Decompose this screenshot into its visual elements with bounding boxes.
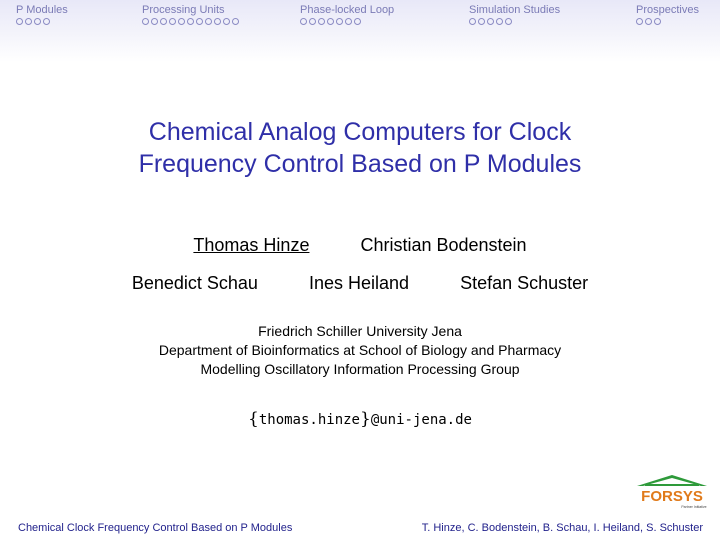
affiliation	[0, 322, 720, 379]
nav-section-prospectives[interactable]	[636, 4, 699, 26]
navigation-bar	[0, 0, 720, 62]
slide-title	[0, 116, 720, 180]
nav-frame-dot[interactable]	[142, 18, 149, 25]
nav-frame-dot[interactable]	[487, 18, 494, 25]
nav-section-label[interactable]: Simulation Studies	[469, 4, 561, 16]
email-close-brace: }	[360, 409, 371, 429]
nav-section-processing-units[interactable]	[142, 4, 241, 26]
footer-title: Chemical Clock Frequency Control Based on P Modules	[18, 522, 293, 534]
author: Stefan Schuster	[460, 273, 589, 293]
nav-frame-dot[interactable]	[300, 18, 307, 25]
logo-subtext: Partner Initiative	[681, 505, 707, 509]
nav-frame-dot[interactable]	[309, 18, 316, 25]
nav-frame-dot[interactable]	[214, 18, 221, 25]
email-address	[0, 409, 720, 429]
nav-frame-dot[interactable]	[478, 18, 485, 25]
nav-frame-dot[interactable]	[636, 18, 643, 25]
nav-frame-dot[interactable]	[160, 18, 167, 25]
footer-authors: T. Hinze, C. Bodenstein, B. Schau, I. Heiland, S. Schuster	[421, 522, 703, 534]
author-presenter: Thomas Hinze	[193, 235, 310, 255]
nav-section-label[interactable]: Prospectives	[636, 4, 699, 16]
nav-frame-dot[interactable]	[223, 18, 230, 25]
slide-title-line-1: Chemical Analog Computers for Clock	[148, 118, 572, 146]
nav-frame-dot[interactable]	[654, 18, 661, 25]
nav-frame-dot[interactable]	[232, 18, 239, 25]
email-user: thomas.hinze	[258, 412, 360, 428]
nav-frame-dot[interactable]	[318, 18, 325, 25]
nav-frame-dot[interactable]	[196, 18, 203, 25]
nav-frame-dot[interactable]	[205, 18, 212, 25]
nav-section-label[interactable]: Phase-locked Loop	[300, 4, 395, 16]
nav-frame-dot[interactable]	[345, 18, 352, 25]
nav-section-p-modules[interactable]	[16, 4, 68, 26]
forsys-logo	[631, 473, 713, 511]
nav-frame-dot[interactable]	[469, 18, 476, 25]
logo-roof-band	[645, 484, 699, 486]
nav-frame-dot[interactable]	[16, 18, 23, 25]
author: Christian Bodenstein	[360, 235, 527, 255]
nav-frame-dot[interactable]	[354, 18, 361, 25]
nav-section-dots[interactable]	[16, 18, 68, 26]
nav-frame-dot[interactable]	[151, 18, 158, 25]
slide-title-line-2: Frequency Control Based on P Modules	[138, 150, 582, 178]
nav-section-dots[interactable]	[142, 18, 241, 26]
nav-section-simulation-studies[interactable]	[469, 4, 560, 26]
authors-row-2	[0, 273, 720, 294]
nav-frame-dot[interactable]	[34, 18, 41, 25]
nav-section-dots[interactable]	[300, 18, 394, 26]
nav-section-phase-locked-loop[interactable]	[300, 4, 394, 26]
nav-frame-dot[interactable]	[25, 18, 32, 25]
nav-frame-dot[interactable]	[645, 18, 652, 25]
nav-section-dots[interactable]	[636, 18, 699, 26]
nav-section-label[interactable]: Processing Units	[142, 4, 225, 16]
author: Benedict Schau	[131, 273, 258, 293]
nav-section-dots[interactable]	[469, 18, 560, 26]
affiliation-university: Friedrich Schiller University Jena	[258, 323, 462, 339]
author: Ines Heiland	[308, 273, 410, 293]
logo-wordmark: FORSYS	[641, 488, 703, 505]
nav-frame-dot[interactable]	[505, 18, 512, 25]
nav-frame-dot[interactable]	[187, 18, 194, 25]
authors-row-1	[0, 235, 720, 256]
email-domain: @uni-jena.de	[370, 412, 472, 428]
nav-section-label[interactable]: P Modules	[16, 4, 68, 16]
nav-frame-dot[interactable]	[43, 18, 50, 25]
affiliation-group: Modelling Oscillatory Information Processing Group	[200, 361, 520, 377]
nav-frame-dot[interactable]	[327, 18, 334, 25]
email-open-brace: {	[248, 409, 259, 429]
nav-frame-dot[interactable]	[169, 18, 176, 25]
nav-frame-dot[interactable]	[336, 18, 343, 25]
nav-frame-dot[interactable]	[178, 18, 185, 25]
affiliation-department: Department of Bioinformatics at School of Biology and Pharmacy	[158, 342, 562, 358]
nav-frame-dot[interactable]	[496, 18, 503, 25]
